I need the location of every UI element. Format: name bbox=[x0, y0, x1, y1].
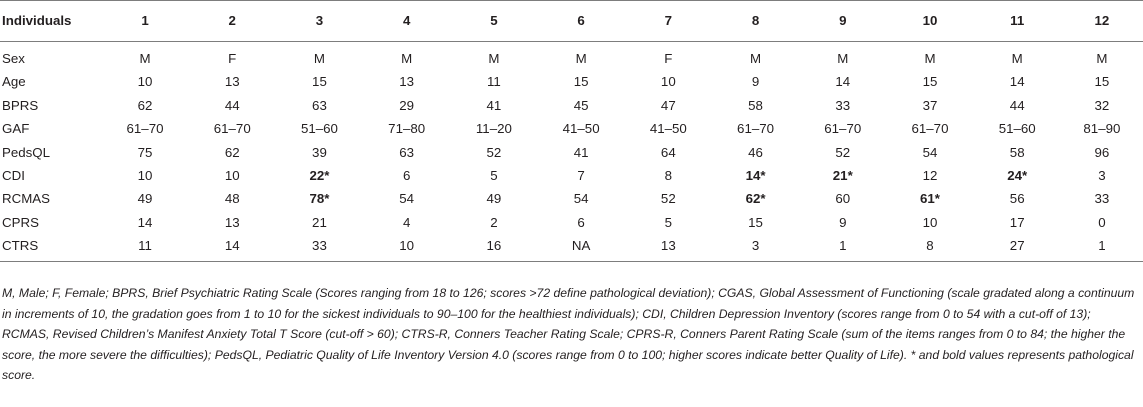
row-label: BPRS bbox=[2, 97, 39, 113]
table-cell: M bbox=[401, 51, 413, 66]
table-row bbox=[0, 42, 1143, 71]
table-cell: 10 bbox=[922, 214, 938, 230]
table-cell: 56 bbox=[1009, 191, 1025, 207]
table-cell: 41–50 bbox=[562, 121, 600, 137]
table-cell: 46 bbox=[748, 144, 763, 160]
header-individual-1: 1 bbox=[101, 1, 188, 42]
row-label: CTRS bbox=[0, 234, 101, 261]
table-cell: 75 bbox=[137, 144, 153, 160]
table-cell: 13 bbox=[625, 234, 712, 261]
table-cell: 11 bbox=[486, 74, 501, 90]
table-row bbox=[0, 234, 1143, 261]
table-cell: 10 bbox=[660, 74, 676, 90]
table-cell: 58 bbox=[748, 97, 763, 113]
table-cell: 54 bbox=[573, 191, 589, 207]
table-cell: M bbox=[488, 51, 500, 66]
table-cell: 15 bbox=[573, 74, 589, 90]
table-cell: 11–20 bbox=[475, 121, 512, 137]
header-individuals: Individuals bbox=[0, 1, 101, 42]
table-cell: 45 bbox=[573, 97, 589, 113]
table-cell: 3 bbox=[712, 234, 799, 261]
header-individual-8: 8 bbox=[712, 1, 799, 42]
table-cell: 3 bbox=[1098, 168, 1106, 184]
table-cell: 29 bbox=[399, 97, 415, 113]
table-cell: 0 bbox=[1098, 214, 1106, 230]
table-cell: 21* bbox=[832, 168, 853, 184]
table-body bbox=[0, 42, 1143, 262]
table-cell: 6 bbox=[577, 214, 585, 230]
table-row bbox=[0, 117, 1143, 140]
table-cell: 24* bbox=[1007, 168, 1028, 184]
table-cell: 33 bbox=[835, 97, 851, 113]
table-cell: 14 bbox=[835, 74, 851, 90]
table-cell: 13 bbox=[399, 74, 415, 90]
table-row bbox=[0, 141, 1143, 164]
table-cell: 17 bbox=[1009, 214, 1025, 230]
table-cell: 62 bbox=[224, 144, 240, 160]
table-cell: 13 bbox=[224, 214, 240, 230]
table-cell: 15 bbox=[1094, 74, 1110, 90]
table-cell: NA bbox=[538, 234, 625, 261]
table-cell: 63 bbox=[312, 97, 327, 113]
table-cell: 39 bbox=[312, 144, 327, 160]
table-cell: M bbox=[313, 51, 325, 66]
table-cell: M bbox=[837, 51, 849, 66]
table-cell: 21 bbox=[312, 214, 327, 230]
table-cell: 51–60 bbox=[300, 121, 338, 137]
table-cell: 13 bbox=[224, 74, 240, 90]
table-cell: 14 bbox=[137, 214, 153, 230]
table-cell: 27 bbox=[974, 234, 1061, 261]
header-individual-7: 7 bbox=[625, 1, 712, 42]
row-label: RCMAS bbox=[2, 191, 51, 207]
table-cell: 48 bbox=[224, 191, 240, 207]
table-cell: 1 bbox=[799, 234, 886, 261]
table-cell: 62 bbox=[137, 97, 153, 113]
table-cell: M bbox=[924, 51, 936, 66]
table-cell: 52 bbox=[660, 191, 676, 207]
table-cell: 10 bbox=[137, 168, 153, 184]
table-cell: 10 bbox=[137, 74, 153, 90]
table-cell: 4 bbox=[402, 214, 411, 230]
table-cell: 61–70 bbox=[213, 121, 251, 137]
header-individual-9: 9 bbox=[799, 1, 886, 42]
table-cell: M bbox=[139, 51, 151, 66]
table-cell: M bbox=[1096, 51, 1108, 66]
table-cell: 5 bbox=[490, 168, 498, 184]
table-cell: 10 bbox=[224, 168, 240, 184]
table-cell: 52 bbox=[486, 144, 502, 160]
table-footnote: M, Male; F, Female; BPRS, Brief Psychiatric Rating Scale (Scores ranging from 18 to 126; scores >72 define pathological deviation); CGAS, Global Assessment of Functioning (scale gradated along a continuum in increments of 10, the gradation goes from 1 to 10 for the sickest individuals to 90–100 for the healthiest individuals); CDI, Children Depression Inventory (scores range from 0 to 54 with a cut-off of 13); RCMAS, Revised Children’s Manifest Anxiety Total T Score (cut-off > 60); CTRS-R, Conners Teacher Rating Scale; CPRS-R, Conners Parent Rating Scale (sum of the items ranges from 0 to 84; the higher the score, the more severe the difficulties); PedsQL, Pediatric Quality of Life Inventory Version 4.0 (scores range from 0 to 100; higher scores indicate better Quality of Life). * and bold values represents pathological score. bbox=[2, 286, 1135, 383]
header-individual-5: 5 bbox=[450, 1, 537, 42]
table-cell: 15 bbox=[312, 74, 327, 90]
table-cell: M bbox=[1011, 51, 1023, 66]
table-row bbox=[0, 211, 1143, 234]
table-cell: 63 bbox=[399, 144, 415, 160]
table-cell: 49 bbox=[486, 191, 502, 207]
header-individual-3: 3 bbox=[276, 1, 363, 42]
table-row bbox=[0, 187, 1143, 210]
table-cell: 54 bbox=[922, 144, 938, 160]
table-cell: 2 bbox=[490, 214, 498, 230]
row-label: CDI bbox=[2, 168, 25, 184]
header-individual-4: 4 bbox=[363, 1, 450, 42]
header-individual-6: 6 bbox=[538, 1, 625, 42]
table-cell: 14 bbox=[189, 234, 276, 261]
table-cell: F bbox=[664, 51, 673, 66]
table-cell: 16 bbox=[450, 234, 537, 261]
header-individual-11: 11 bbox=[974, 1, 1061, 42]
table-cell: 64 bbox=[660, 144, 676, 160]
table-cell: 15 bbox=[922, 74, 938, 90]
table-cell: 1 bbox=[1061, 234, 1143, 261]
table-cell: 62* bbox=[745, 191, 766, 207]
table-row bbox=[0, 164, 1143, 187]
table-cell: 7 bbox=[577, 168, 585, 184]
table-cell: 58 bbox=[1009, 144, 1025, 160]
table-cell: 54 bbox=[399, 191, 415, 207]
table-cell: 11 bbox=[101, 234, 188, 261]
header-row bbox=[0, 1, 1143, 42]
table-cell: 61–70 bbox=[911, 121, 949, 137]
header-individual-12: 12 bbox=[1061, 1, 1143, 42]
row-label: PedsQL bbox=[2, 144, 51, 160]
row-label: Sex bbox=[2, 51, 25, 66]
table-cell: 61–70 bbox=[824, 121, 862, 137]
row-label: GAF bbox=[2, 121, 30, 137]
table-cell: 44 bbox=[1009, 97, 1025, 113]
table-cell: 6 bbox=[402, 168, 411, 184]
table-cell: 32 bbox=[1094, 97, 1110, 113]
table-cell: 33 bbox=[1094, 191, 1110, 207]
table-cell: 9 bbox=[839, 214, 847, 230]
table-cell: 61–70 bbox=[126, 121, 164, 137]
table-cell: 14 bbox=[1009, 74, 1025, 90]
table-cell: 14* bbox=[745, 168, 766, 184]
row-label: CPRS bbox=[2, 214, 39, 230]
table-cell: 9 bbox=[751, 74, 760, 90]
row-label: Age bbox=[2, 74, 26, 90]
table-cell: 8 bbox=[664, 168, 673, 184]
table-cell: 61* bbox=[920, 191, 940, 207]
table-cell: 96 bbox=[1094, 144, 1110, 160]
table-cell: 22* bbox=[309, 168, 330, 184]
table-cell: 10 bbox=[363, 234, 450, 261]
table-cell: 33 bbox=[276, 234, 363, 261]
table-cell: 49 bbox=[137, 191, 153, 207]
table-cell: 41 bbox=[486, 97, 502, 113]
table-cell: F bbox=[228, 51, 237, 66]
table-cell: 47 bbox=[660, 97, 676, 113]
table-row bbox=[0, 70, 1143, 93]
table-cell: 37 bbox=[922, 97, 938, 113]
table-cell: M bbox=[750, 51, 762, 66]
table-cell: 51–60 bbox=[998, 121, 1036, 137]
table-cell: 12 bbox=[922, 168, 938, 184]
table-cell: 81–90 bbox=[1083, 121, 1121, 137]
table-cell: 71–80 bbox=[388, 121, 426, 137]
table-header bbox=[0, 1, 1143, 42]
table-cell: 41–50 bbox=[649, 121, 687, 137]
table-cell: 78* bbox=[309, 191, 330, 207]
table-cell: 8 bbox=[886, 234, 973, 261]
table-cell: 41 bbox=[573, 144, 589, 160]
table-cell: 52 bbox=[835, 144, 851, 160]
header-individual-10: 10 bbox=[886, 1, 973, 42]
table-row bbox=[0, 94, 1143, 117]
table-cell: 60 bbox=[835, 191, 851, 207]
table-cell: 44 bbox=[224, 97, 240, 113]
table-cell: M bbox=[575, 51, 587, 66]
table-cell: 5 bbox=[664, 214, 673, 230]
table-cell: 15 bbox=[748, 214, 763, 230]
table-cell: 61–70 bbox=[737, 121, 775, 137]
header-individual-2: 2 bbox=[189, 1, 276, 42]
